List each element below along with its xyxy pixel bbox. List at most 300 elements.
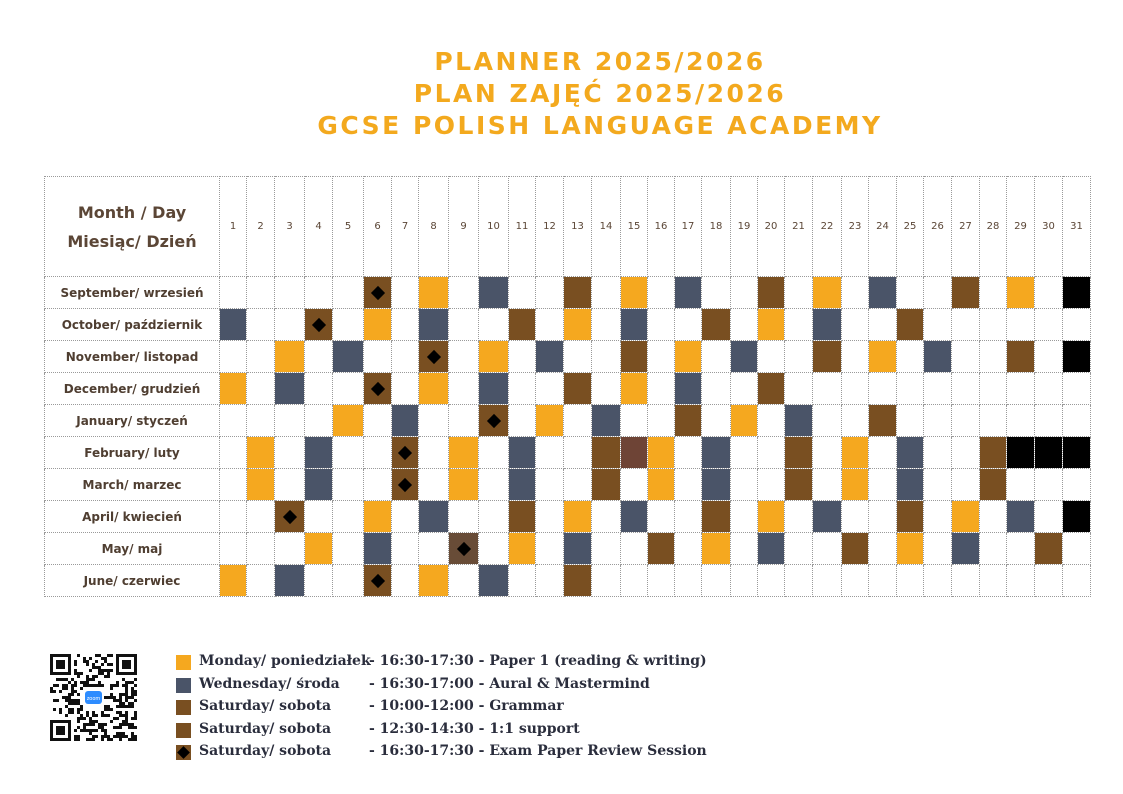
empty-day-cell: [536, 277, 564, 309]
empty-day-cell: [479, 501, 509, 533]
exam-review-cell: [275, 501, 305, 533]
day-header-1: 1: [220, 177, 247, 277]
empty-day-cell: [702, 405, 731, 437]
empty-day-cell: [952, 437, 980, 469]
session-cell: [621, 373, 648, 405]
session-cell: [897, 501, 924, 533]
empty-day-cell: [419, 437, 449, 469]
empty-day-cell: [220, 277, 247, 309]
empty-day-cell: [220, 501, 247, 533]
empty-day-cell: [392, 373, 419, 405]
session-cell: [247, 437, 275, 469]
empty-day-cell: [305, 565, 333, 597]
session-cell: [621, 309, 648, 341]
empty-day-cell: [333, 501, 364, 533]
session-cell: [419, 277, 449, 309]
empty-day-cell: [758, 565, 785, 597]
day-header-3: 3: [275, 177, 305, 277]
day-header-24: 24: [869, 177, 897, 277]
diamond-icon: [370, 285, 384, 299]
empty-day-cell: [621, 469, 648, 501]
empty-day-cell: [924, 373, 952, 405]
empty-day-cell: [980, 501, 1007, 533]
title-line-1: PLANNER 2025/2026: [434, 47, 766, 76]
session-cell: [305, 469, 333, 501]
empty-day-cell: [333, 373, 364, 405]
empty-day-cell: [592, 565, 621, 597]
session-cell: [419, 309, 449, 341]
empty-day-cell: [592, 373, 621, 405]
non-day-cell: [1063, 277, 1091, 309]
empty-day-cell: [869, 533, 897, 565]
session-cell: [980, 469, 1007, 501]
empty-day-cell: [952, 565, 980, 597]
empty-day-cell: [220, 469, 247, 501]
empty-day-cell: [247, 373, 275, 405]
session-cell: [980, 437, 1007, 469]
exam-review-cell: [419, 341, 449, 373]
empty-day-cell: [536, 501, 564, 533]
session-cell: [536, 341, 564, 373]
empty-day-cell: [305, 373, 333, 405]
session-cell: [479, 565, 509, 597]
planner-table: [44, 176, 1091, 597]
empty-day-cell: [675, 533, 702, 565]
session-cell: [869, 341, 897, 373]
month-row: [45, 309, 1091, 341]
empty-day-cell: [509, 565, 536, 597]
diamond-icon: [456, 541, 470, 555]
empty-day-cell: [392, 309, 419, 341]
empty-day-cell: [564, 469, 592, 501]
empty-day-cell: [564, 405, 592, 437]
session-cell: [592, 469, 621, 501]
diamond-icon: [398, 477, 412, 491]
non-day-cell: [1063, 437, 1091, 469]
empty-day-cell: [564, 341, 592, 373]
empty-day-cell: [648, 309, 675, 341]
empty-day-cell: [509, 373, 536, 405]
empty-day-cell: [419, 469, 449, 501]
session-cell: [592, 437, 621, 469]
empty-day-cell: [536, 437, 564, 469]
session-cell: [564, 277, 592, 309]
session-cell: [813, 309, 842, 341]
empty-day-cell: [275, 277, 305, 309]
month-row: [45, 373, 1091, 405]
empty-day-cell: [785, 533, 813, 565]
empty-day-cell: [980, 533, 1007, 565]
empty-day-cell: [220, 533, 247, 565]
legend-day: Monday/ poniedziałek: [199, 653, 371, 669]
empty-day-cell: [247, 277, 275, 309]
empty-day-cell: [364, 405, 392, 437]
empty-day-cell: [449, 373, 479, 405]
empty-day-cell: [1007, 533, 1035, 565]
legend-day: Saturday/ sobota: [199, 743, 332, 759]
session-cell: [1007, 341, 1035, 373]
empty-day-cell: [758, 437, 785, 469]
empty-day-cell: [536, 565, 564, 597]
month-label: May/ maj: [45, 533, 220, 565]
empty-day-cell: [731, 309, 758, 341]
session-cell: [621, 341, 648, 373]
empty-day-cell: [952, 405, 980, 437]
month-row: [45, 565, 1091, 597]
day-header-15: 15: [621, 177, 648, 277]
empty-day-cell: [785, 341, 813, 373]
empty-day-cell: [536, 373, 564, 405]
empty-day-cell: [1007, 469, 1035, 501]
empty-day-cell: [648, 405, 675, 437]
empty-day-cell: [305, 501, 333, 533]
month-label: December/ grudzień: [45, 373, 220, 405]
legend-swatch: [176, 678, 191, 693]
empty-day-cell: [333, 277, 364, 309]
month-label: September/ wrzesień: [45, 277, 220, 309]
empty-day-cell: [364, 341, 392, 373]
empty-day-cell: [869, 469, 897, 501]
month-row: [45, 469, 1091, 501]
empty-day-cell: [702, 277, 731, 309]
empty-day-cell: [869, 501, 897, 533]
empty-day-cell: [392, 565, 419, 597]
month-label: January/ styczeń: [45, 405, 220, 437]
empty-day-cell: [675, 309, 702, 341]
session-cell: [621, 277, 648, 309]
empty-day-cell: [952, 373, 980, 405]
day-header-2: 2: [247, 177, 275, 277]
day-header-30: 30: [1035, 177, 1063, 277]
session-cell: [392, 405, 419, 437]
legend-time: - 10:00-12:00 - Grammar: [369, 698, 564, 714]
empty-day-cell: [247, 341, 275, 373]
empty-day-cell: [897, 277, 924, 309]
empty-day-cell: [924, 437, 952, 469]
empty-day-cell: [980, 277, 1007, 309]
title-line-3: GCSE POLISH LANGUAGE ACADEMY: [317, 111, 883, 140]
day-header-16: 16: [648, 177, 675, 277]
empty-day-cell: [479, 309, 509, 341]
session-cell: [220, 373, 247, 405]
empty-day-cell: [869, 309, 897, 341]
empty-day-cell: [869, 437, 897, 469]
session-cell: [479, 373, 509, 405]
empty-day-cell: [333, 469, 364, 501]
empty-day-cell: [392, 533, 419, 565]
legend-swatch: [176, 700, 191, 715]
empty-day-cell: [1063, 469, 1091, 501]
session-cell: [702, 437, 731, 469]
legend-swatch: [176, 723, 191, 738]
diamond-icon: [398, 445, 412, 459]
session-cell: [509, 469, 536, 501]
empty-day-cell: [305, 341, 333, 373]
session-cell: [785, 469, 813, 501]
empty-day-cell: [897, 565, 924, 597]
empty-day-cell: [247, 533, 275, 565]
legend-day: Saturday/ sobota: [199, 698, 332, 714]
session-cell: [247, 469, 275, 501]
empty-day-cell: [592, 277, 621, 309]
empty-day-cell: [731, 277, 758, 309]
session-cell: [275, 373, 305, 405]
empty-day-cell: [564, 437, 592, 469]
session-cell: [509, 533, 536, 565]
empty-day-cell: [924, 277, 952, 309]
empty-day-cell: [364, 437, 392, 469]
exam-review-cell: [364, 373, 392, 405]
non-day-cell: [1007, 437, 1035, 469]
session-cell: [702, 469, 731, 501]
empty-day-cell: [897, 373, 924, 405]
diamond-icon: [177, 746, 190, 759]
empty-day-cell: [842, 277, 869, 309]
empty-day-cell: [758, 405, 785, 437]
empty-day-cell: [702, 373, 731, 405]
zoom-qr-code[interactable]: [50, 654, 137, 741]
session-cell: [275, 565, 305, 597]
non-day-cell: [1063, 341, 1091, 373]
empty-day-cell: [1035, 373, 1063, 405]
session-cell: [758, 309, 785, 341]
day-header-29: 29: [1007, 177, 1035, 277]
session-cell: [702, 309, 731, 341]
session-cell: [731, 405, 758, 437]
empty-day-cell: [785, 373, 813, 405]
month-label: April/ kwiecień: [45, 501, 220, 533]
session-cell: [449, 533, 479, 565]
empty-day-cell: [305, 405, 333, 437]
empty-day-cell: [813, 565, 842, 597]
empty-day-cell: [924, 309, 952, 341]
empty-day-cell: [536, 469, 564, 501]
session-cell: [842, 533, 869, 565]
empty-day-cell: [1035, 501, 1063, 533]
session-cell: [758, 373, 785, 405]
exam-review-cell: [364, 277, 392, 309]
empty-day-cell: [980, 373, 1007, 405]
header-row: [45, 177, 1091, 277]
empty-day-cell: [592, 309, 621, 341]
empty-day-cell: [364, 469, 392, 501]
session-cell: [813, 501, 842, 533]
session-cell: [536, 405, 564, 437]
empty-day-cell: [1007, 373, 1035, 405]
empty-day-cell: [1035, 277, 1063, 309]
session-cell: [564, 501, 592, 533]
diamond-icon: [426, 349, 440, 363]
empty-day-cell: [731, 469, 758, 501]
empty-day-cell: [392, 277, 419, 309]
diamond-icon: [311, 317, 325, 331]
empty-day-cell: [813, 469, 842, 501]
session-cell: [564, 565, 592, 597]
empty-day-cell: [592, 533, 621, 565]
day-header-19: 19: [731, 177, 758, 277]
empty-day-cell: [842, 309, 869, 341]
empty-day-cell: [333, 437, 364, 469]
session-cell: [675, 341, 702, 373]
session-cell: [897, 437, 924, 469]
day-header-4: 4: [305, 177, 333, 277]
empty-day-cell: [1035, 341, 1063, 373]
empty-day-cell: [924, 565, 952, 597]
empty-day-cell: [785, 309, 813, 341]
day-header-8: 8: [419, 177, 449, 277]
day-header-18: 18: [702, 177, 731, 277]
empty-day-cell: [220, 405, 247, 437]
zoom-label: zoom: [86, 696, 101, 702]
session-cell: [479, 277, 509, 309]
empty-day-cell: [648, 341, 675, 373]
legend-swatch: [176, 745, 191, 760]
month-row: [45, 405, 1091, 437]
empty-day-cell: [275, 469, 305, 501]
month-row: [45, 341, 1091, 373]
session-cell: [449, 469, 479, 501]
empty-day-cell: [592, 341, 621, 373]
empty-day-cell: [392, 341, 419, 373]
empty-day-cell: [247, 501, 275, 533]
empty-day-cell: [952, 309, 980, 341]
legend-time: - 16:30-17:30 - Paper 1 (reading & writing): [369, 653, 707, 669]
month-label: February/ luty: [45, 437, 220, 469]
title-block: [0, 46, 1123, 142]
month-row: [45, 277, 1091, 309]
session-cell: [897, 533, 924, 565]
header-miesiac-dzien: Miesiąc/ Dzień: [67, 231, 197, 251]
empty-day-cell: [592, 501, 621, 533]
empty-day-cell: [869, 373, 897, 405]
empty-day-cell: [924, 533, 952, 565]
empty-day-cell: [785, 501, 813, 533]
session-cell: [675, 405, 702, 437]
empty-day-cell: [869, 565, 897, 597]
empty-day-cell: [842, 341, 869, 373]
empty-day-cell: [509, 405, 536, 437]
empty-day-cell: [842, 565, 869, 597]
empty-day-cell: [813, 437, 842, 469]
corner-header: [45, 177, 220, 277]
session-cell: [509, 309, 536, 341]
session-cell: [785, 405, 813, 437]
legend-day: Wednesday/ środa: [199, 675, 340, 692]
empty-day-cell: [1063, 373, 1091, 405]
session-cell: [621, 501, 648, 533]
empty-day-cell: [1035, 565, 1063, 597]
empty-day-cell: [275, 309, 305, 341]
empty-day-cell: [333, 533, 364, 565]
empty-day-cell: [479, 533, 509, 565]
session-cell: [952, 533, 980, 565]
empty-day-cell: [536, 309, 564, 341]
session-cell: [449, 437, 479, 469]
empty-day-cell: [449, 565, 479, 597]
empty-day-cell: [813, 373, 842, 405]
session-cell: [364, 533, 392, 565]
session-cell: [702, 533, 731, 565]
session-cell: [758, 277, 785, 309]
empty-day-cell: [648, 501, 675, 533]
qr-code-icon: [50, 654, 137, 741]
title-line-2: PLAN ZAJĘĆ 2025/2026: [413, 79, 787, 108]
session-cell: [364, 309, 392, 341]
month-label: March/ marzec: [45, 469, 220, 501]
empty-day-cell: [731, 437, 758, 469]
empty-day-cell: [980, 565, 1007, 597]
empty-day-cell: [1063, 405, 1091, 437]
exam-review-cell: [392, 469, 419, 501]
empty-day-cell: [785, 565, 813, 597]
empty-day-cell: [419, 533, 449, 565]
session-cell: [813, 277, 842, 309]
empty-day-cell: [275, 405, 305, 437]
empty-day-cell: [952, 469, 980, 501]
session-cell: [648, 437, 675, 469]
session-cell: [648, 469, 675, 501]
empty-day-cell: [842, 501, 869, 533]
diamond-icon: [370, 381, 384, 395]
header-month-day: Month / Day: [77, 202, 187, 222]
empty-day-cell: [449, 341, 479, 373]
empty-day-cell: [1035, 309, 1063, 341]
empty-day-cell: [1007, 309, 1035, 341]
empty-day-cell: [1063, 309, 1091, 341]
empty-day-cell: [980, 341, 1007, 373]
legend-swatch: [176, 655, 191, 670]
session-cell: [924, 341, 952, 373]
empty-day-cell: [924, 501, 952, 533]
day-header-6: 6: [364, 177, 392, 277]
session-cell: [1035, 533, 1063, 565]
planner-table-wrap: [44, 176, 1091, 597]
exam-review-cell: [305, 309, 333, 341]
day-header-31: 31: [1063, 177, 1091, 277]
empty-day-cell: [275, 533, 305, 565]
session-cell: [419, 565, 449, 597]
day-header-20: 20: [758, 177, 785, 277]
empty-day-cell: [813, 405, 842, 437]
month-row: [45, 501, 1091, 533]
session-cell: [648, 533, 675, 565]
session-cell: [702, 501, 731, 533]
empty-day-cell: [509, 341, 536, 373]
session-cell: [509, 501, 536, 533]
empty-day-cell: [449, 405, 479, 437]
exam-review-cell: [479, 405, 509, 437]
empty-day-cell: [1035, 405, 1063, 437]
empty-day-cell: [842, 405, 869, 437]
empty-day-cell: [1063, 565, 1091, 597]
empty-day-cell: [333, 309, 364, 341]
legend-day: Saturday/ sobota: [199, 720, 332, 737]
session-cell: [364, 501, 392, 533]
session-cell: [564, 533, 592, 565]
empty-day-cell: [220, 437, 247, 469]
session-cell: [419, 501, 449, 533]
empty-day-cell: [449, 277, 479, 309]
session-cell: [564, 373, 592, 405]
month-row: [45, 437, 1091, 469]
empty-day-cell: [621, 405, 648, 437]
day-header-25: 25: [897, 177, 924, 277]
legend-time: - 12:30-14:30 - 1:1 support: [369, 720, 580, 737]
month-label: November/ listopad: [45, 341, 220, 373]
empty-day-cell: [980, 309, 1007, 341]
session-cell: [621, 437, 648, 469]
empty-day-cell: [449, 309, 479, 341]
